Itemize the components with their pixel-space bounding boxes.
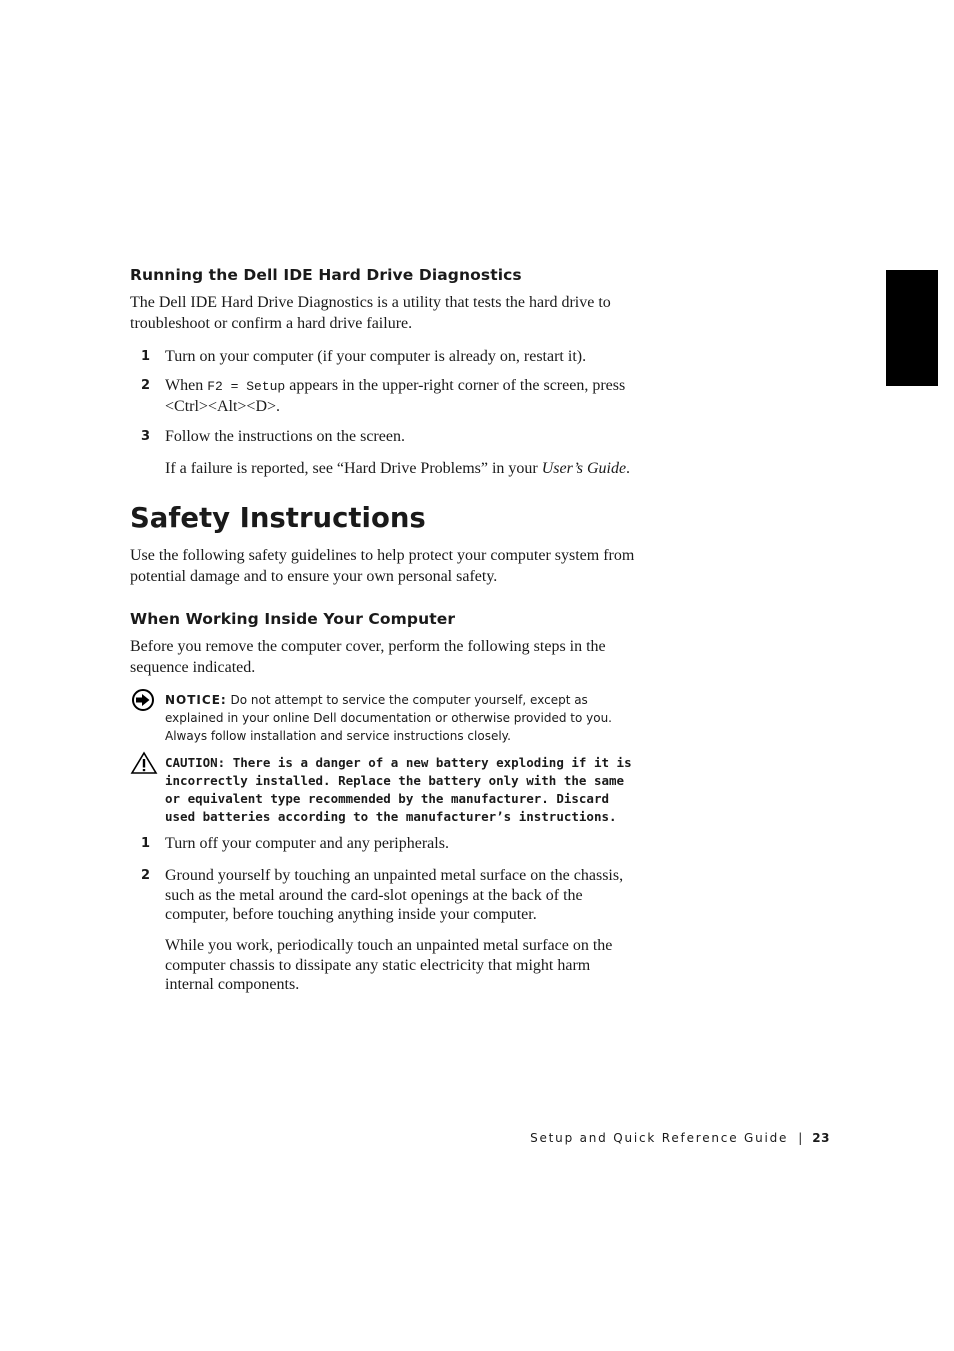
page-title-safety-instructions: Safety Instructions xyxy=(130,502,426,534)
failure-note-text: If a failure is reported, see “Hard Drive Problems” in your xyxy=(165,460,542,477)
safety-step-1: Turn off your computer and any peripherals. xyxy=(165,835,449,852)
step-text: appears in the upper-right corner of the screen, press <Ctrl><Alt><D>. xyxy=(165,377,626,415)
step-number: 1 xyxy=(141,836,151,851)
page-footer xyxy=(420,1131,830,1145)
setup-key-code: F2 = Setup xyxy=(207,379,286,394)
failure-note xyxy=(165,459,640,479)
diagnostics-step-2 xyxy=(165,376,640,416)
section-heading-hard-drive-diagnostics: Running the Dell IDE Hard Drive Diagnostics xyxy=(130,266,522,284)
chapter-thumb-tab xyxy=(886,270,938,386)
notice-box xyxy=(165,691,640,745)
static-discharge-note: While you work, periodically touch an unpainted metal surface on the computer chassis to dissipate any static electricity that might harm internal components. xyxy=(165,937,613,993)
diagnostics-step-1: Turn on your computer (if your computer is already on, restart it). xyxy=(165,348,587,365)
notice-text: Do not attempt to service the computer yourself, except as explained in your online Dell documentation or otherwise provided to you. Always follow installation and service instructions closely. xyxy=(165,693,612,743)
safety-intro: Use the following safety guidelines to help protect your computer system from potential damage and to ensure your own personal safety. xyxy=(130,547,635,585)
caution-box: CAUTION: There is a danger of a new battery exploding if it is incorrectly installed. Replace the battery only with the same or equivalent type recommended by the manufacturer. Discard used batteries according to the manufacturer’s instructions. xyxy=(165,755,632,824)
users-guide-reference: User’s Guide xyxy=(541,460,627,477)
caution-warning-icon xyxy=(130,751,158,780)
notice-label: NOTICE: xyxy=(165,693,227,707)
safety-step-2: Ground yourself by touching an unpainted metal surface on the chassis, such as the metal around the card-slot openings at the back of the computer, before touching anything inside your computer. xyxy=(165,867,624,923)
page-number: 23 xyxy=(812,1131,830,1145)
footer-guide-title: Setup and Quick Reference Guide xyxy=(530,1131,789,1145)
step-text: When xyxy=(165,377,208,394)
section-heading-working-inside: When Working Inside Your Computer xyxy=(130,610,456,628)
step-number: 1 xyxy=(141,349,151,364)
failure-note-end: . xyxy=(626,460,631,477)
working-inside-intro: Before you remove the computer cover, perform the following steps in the sequence indicated. xyxy=(130,638,606,676)
diagnostics-step-3: Follow the instructions on the screen. xyxy=(165,428,405,445)
diagnostics-intro: The Dell IDE Hard Drive Diagnostics is a utility that tests the hard drive to troubleshoot or confirm a hard drive failure. xyxy=(130,294,611,332)
step-number: 2 xyxy=(141,868,151,883)
notice-arrow-icon xyxy=(131,689,155,716)
step-number: 2 xyxy=(141,378,151,393)
step-number: 3 xyxy=(141,429,151,444)
footer-separator: | xyxy=(798,1131,803,1145)
